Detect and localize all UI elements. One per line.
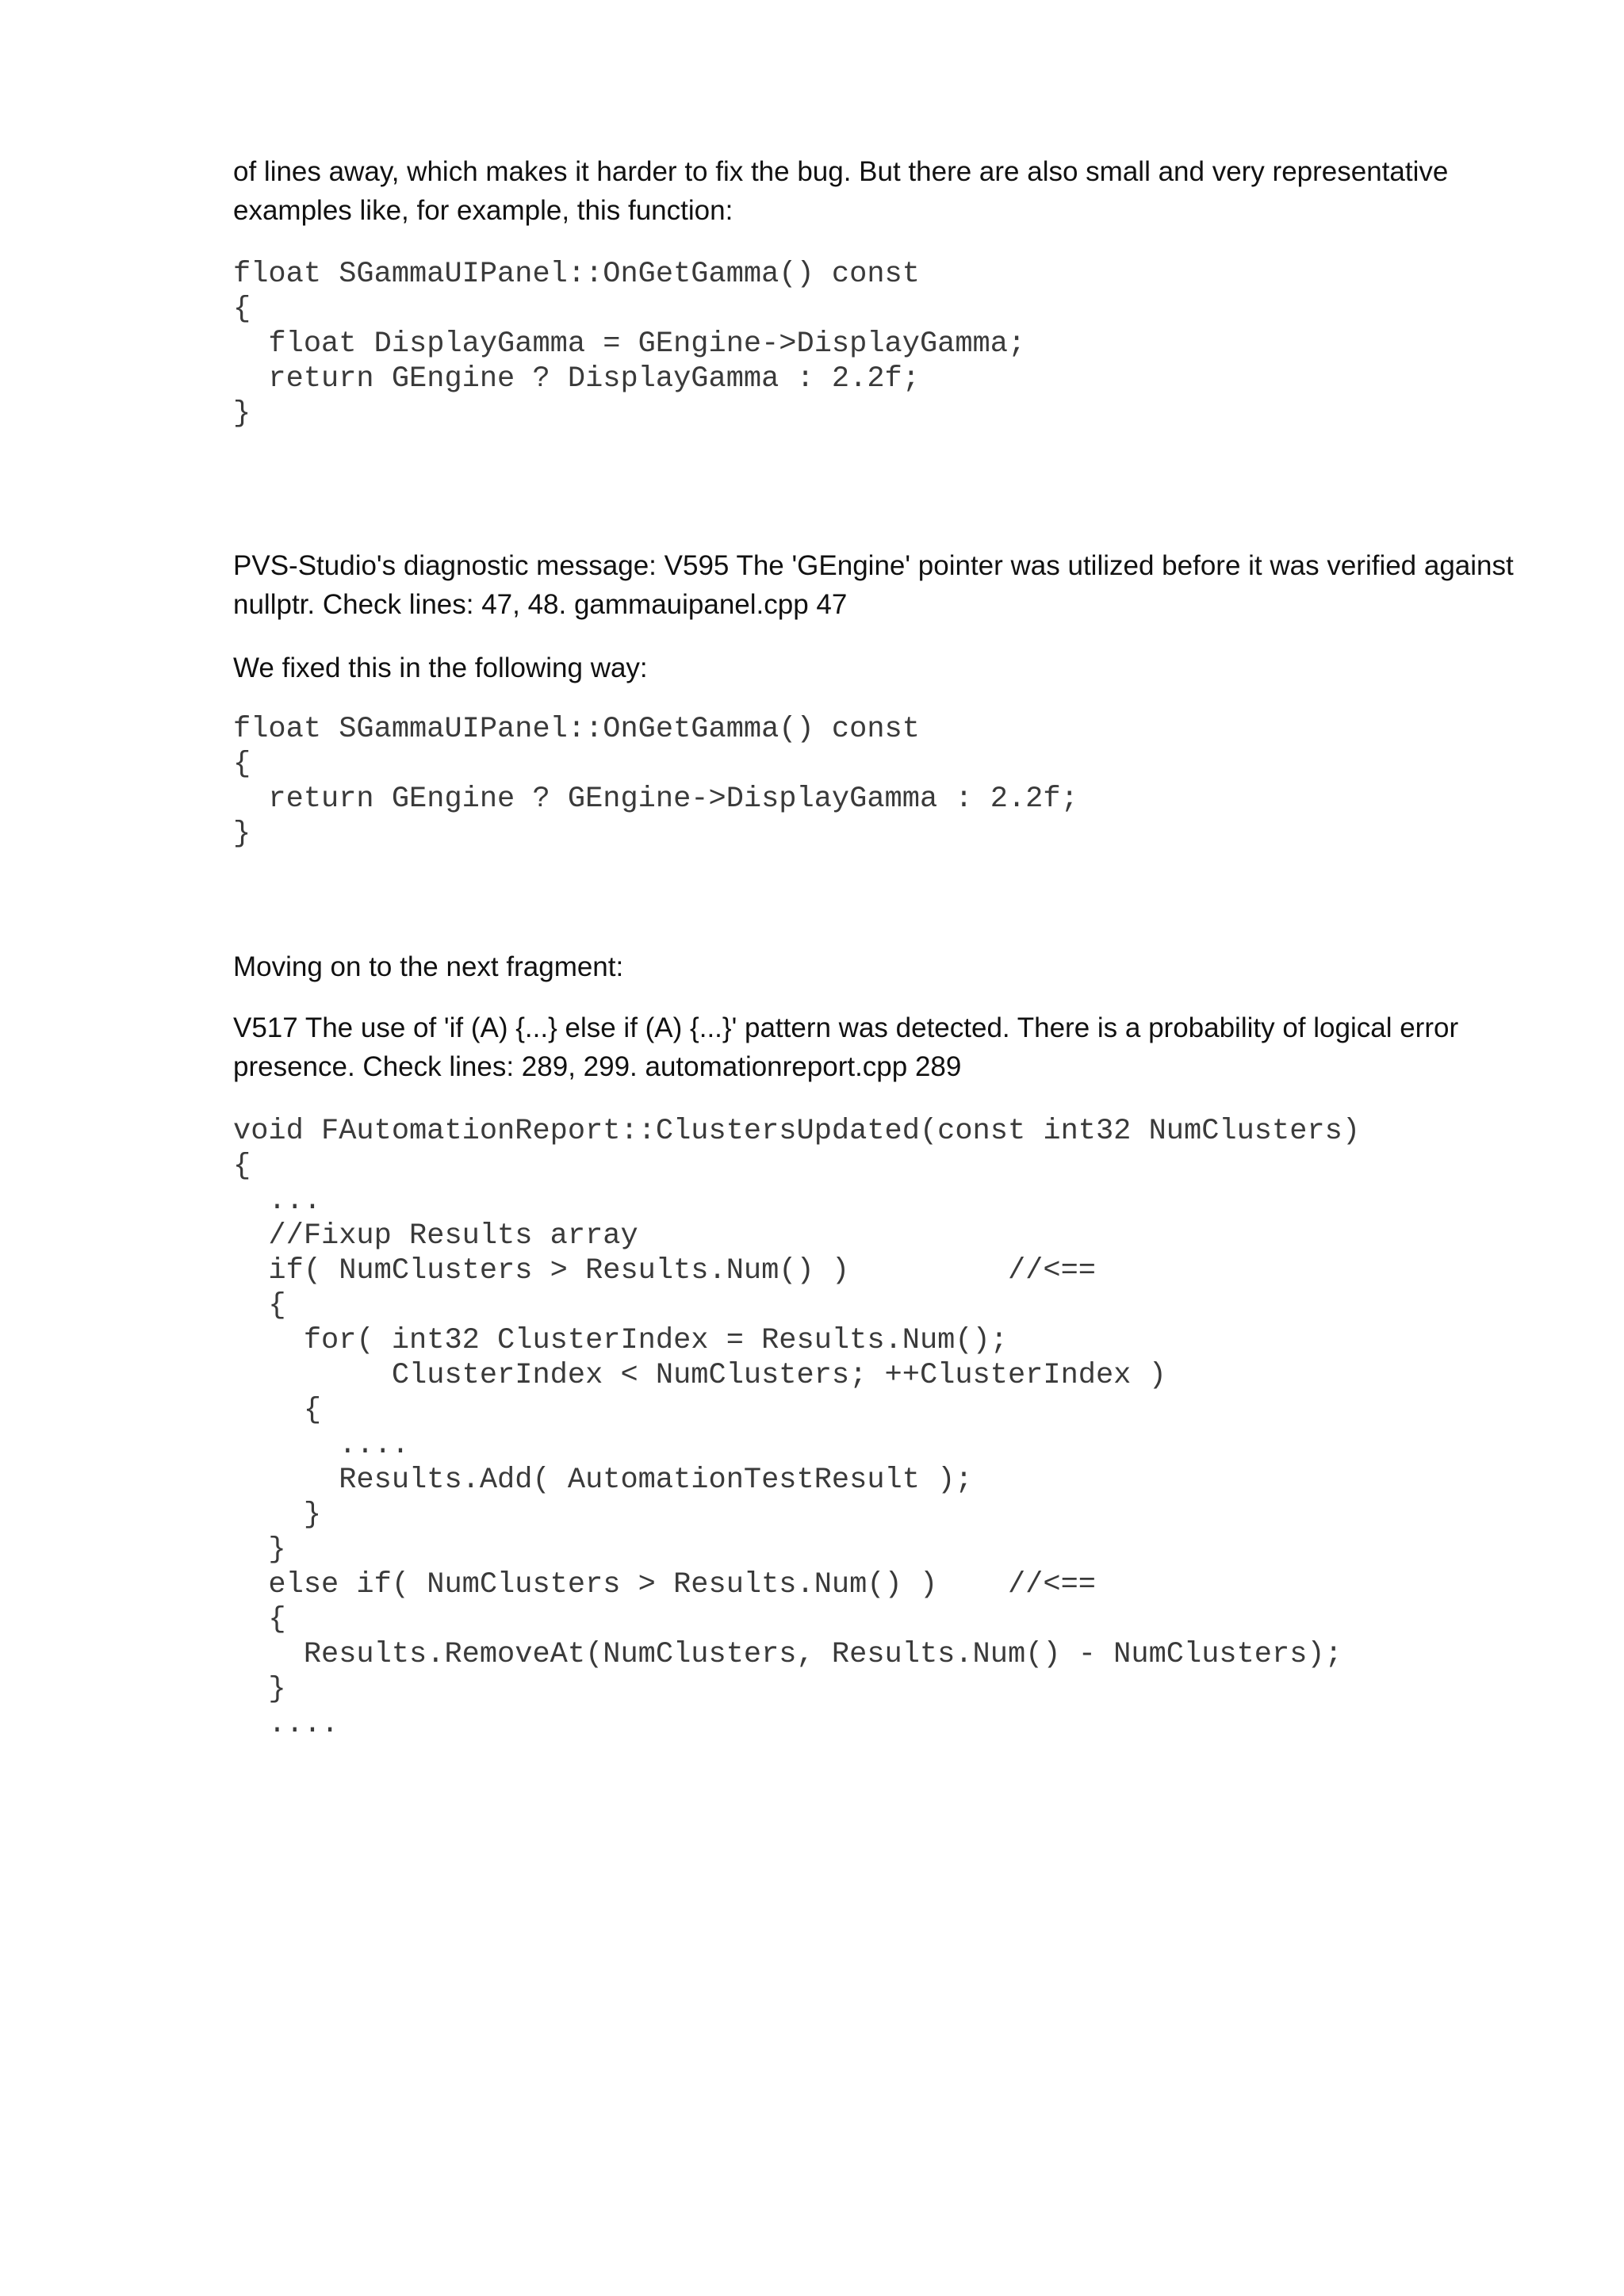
code-line: Results.Add( AutomationTestResult ); bbox=[233, 1464, 973, 1497]
code-block-ongetgamma-fixed bbox=[233, 712, 1078, 851]
code-line: { bbox=[233, 1603, 286, 1636]
code-line: } bbox=[233, 1673, 286, 1706]
code-line: { bbox=[233, 1289, 286, 1322]
diagnostic-v595-line-1: PVS-Studio's diagnostic message: V595 The 'GEngine' pointer was utilized before it was verified against bbox=[233, 550, 1514, 581]
next-fragment-paragraph bbox=[233, 947, 1510, 986]
code-line: Results.RemoveAt(NumClusters, Results.Num() - NumClusters); bbox=[233, 1638, 1342, 1671]
code-line: } bbox=[233, 1533, 286, 1567]
intro-line-2: examples like, for example, this function: bbox=[233, 195, 733, 226]
diagnostic-v517-line-1: V517 The use of 'if (A) {...} else if (A) {...}' pattern was detected. There is a probability of logical error bbox=[233, 1012, 1459, 1043]
intro-line-1: of lines away, which makes it harder to fix the bug. But there are also small and very representative bbox=[233, 156, 1449, 187]
code-line: ClusterIndex < NumClusters; ++ClusterIndex ) bbox=[233, 1359, 1166, 1392]
code-line: for( int32 ClusterIndex = Results.Num(); bbox=[233, 1324, 1008, 1357]
code-line: return GEngine ? DisplayGamma : 2.2f; bbox=[233, 362, 920, 396]
code-line: if( NumClusters > Results.Num() ) //<== bbox=[233, 1254, 1096, 1288]
code-line: ... bbox=[233, 1184, 322, 1218]
diagnostic-v517-line-2: presence. Check lines: 289, 299. automationreport.cpp 289 bbox=[233, 1051, 962, 1082]
fix-intro-paragraph bbox=[233, 649, 1510, 687]
code-line: { bbox=[233, 1150, 251, 1183]
code-line: return GEngine ? GEngine->DisplayGamma : 2.2f; bbox=[233, 783, 1078, 816]
code-line: } bbox=[233, 817, 251, 851]
code-block-clustersupdated bbox=[233, 1114, 1360, 1742]
next-fragment-line: Moving on to the next fragment: bbox=[233, 951, 624, 982]
code-line: } bbox=[233, 397, 251, 430]
code-line: float DisplayGamma = GEngine->DisplayGamma; bbox=[233, 327, 1026, 361]
code-line: .... bbox=[233, 1429, 410, 1462]
fix-intro-line: We fixed this in the following way: bbox=[233, 652, 648, 683]
code-line: //Fixup Results array bbox=[233, 1219, 638, 1253]
code-line: float SGammaUIPanel::OnGetGamma() const bbox=[233, 713, 920, 746]
code-line: } bbox=[233, 1498, 322, 1532]
code-line: { bbox=[233, 293, 251, 326]
intro-paragraph bbox=[233, 152, 1510, 230]
code-line: else if( NumClusters > Results.Num() ) //<== bbox=[233, 1568, 1096, 1601]
code-line: { bbox=[233, 748, 251, 781]
code-line: float SGammaUIPanel::OnGetGamma() const bbox=[233, 258, 920, 291]
code-line: .... bbox=[233, 1708, 339, 1741]
diagnostic-v517-paragraph bbox=[233, 1008, 1510, 1086]
code-block-ongetgamma-original bbox=[233, 257, 1025, 431]
diagnostic-v595-line-2: nullptr. Check lines: 47, 48. gammauipanel.cpp 47 bbox=[233, 589, 848, 620]
code-line: void FAutomationReport::ClustersUpdated(const int32 NumClusters) bbox=[233, 1115, 1361, 1148]
code-line: { bbox=[233, 1394, 322, 1427]
diagnostic-v595-paragraph bbox=[233, 546, 1514, 624]
